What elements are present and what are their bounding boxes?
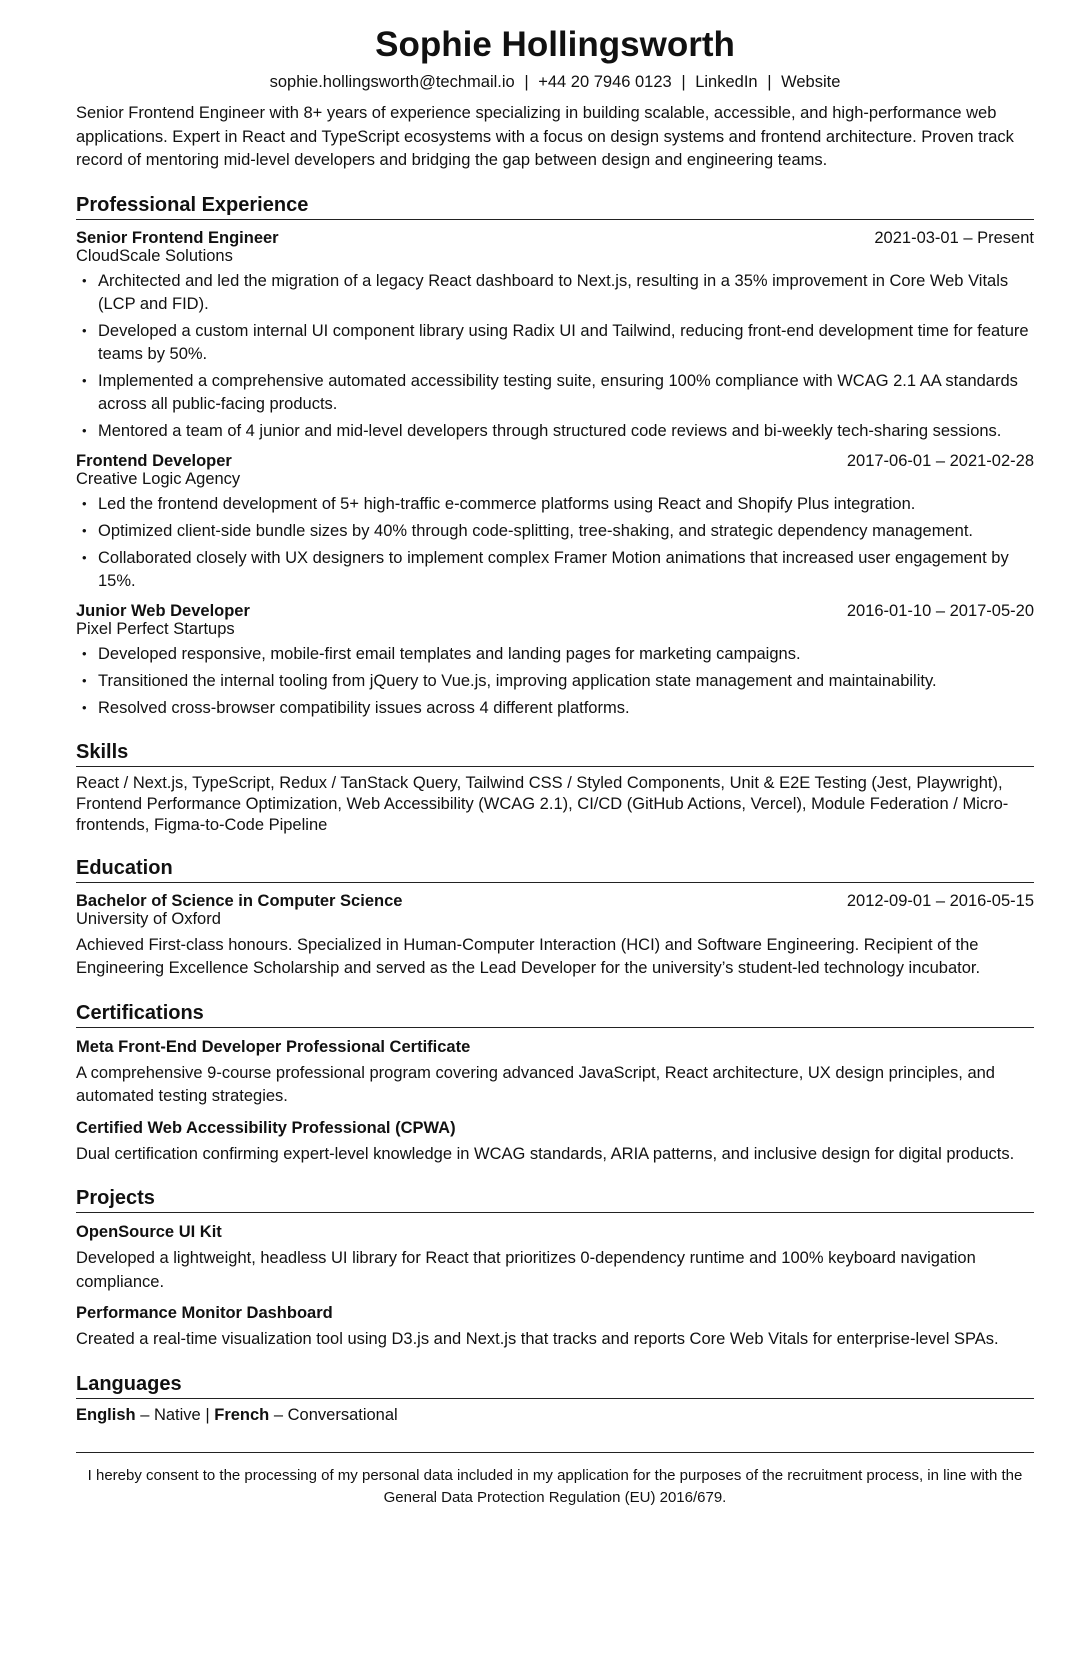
education-dates: 2012-09-01 – 2016-05-15: [846, 891, 1034, 910]
project-name: OpenSource UI Kit: [76, 1223, 222, 1241]
list-item: • Mentored a team of 4 junior and mid-level developers through structured code reviews and bi-weekly tech-sharing sessions.: [76, 420, 1034, 443]
list-item: • Architected and led the migration of a legacy React dashboard to Next.js, resulting in a 35% improvement in Core Web Vitals (LCP and FID).: [76, 270, 1034, 316]
phone-number[interactable]: +44 20 7946 0123: [538, 73, 672, 91]
certification-description: A comprehensive 9-course professional program covering advanced JavaScript, React architecture, UX design principles, and automated testing strategies.: [76, 1063, 995, 1105]
project-description: Developed a lightweight, headless UI library for React that prioritizes 0-dependency runtime and 100% keyboard navigation compliance.: [76, 1249, 976, 1291]
school: University of Oxford: [76, 909, 221, 928]
bullet-icon: •: [82, 522, 87, 538]
languages-section: [76, 1372, 1034, 1426]
bullet-icon: •: [82, 372, 87, 388]
list-item: • Led the frontend development of 5+ high-traffic e-commerce platforms using React and Shopify Plus integration.: [76, 493, 1034, 516]
bullet-icon: •: [82, 645, 87, 661]
job-entry: [76, 229, 1034, 443]
certification-description: Dual certification confirming expert-level knowledge in WCAG standards, ARIA patterns, and inclusive design for digital products.: [76, 1144, 1015, 1163]
bullet-icon: •: [82, 699, 87, 715]
list-item: • Developed responsive, mobile-first email templates and landing pages for marketing campaigns.: [76, 643, 1034, 666]
section-title: Languages: [76, 1372, 1034, 1399]
language-level: Native: [153, 1405, 201, 1424]
job-bullets: [76, 493, 1034, 593]
job-entry: [76, 452, 1034, 593]
job-role: Frontend Developer: [76, 451, 232, 470]
list-item: • Transitioned the internal tooling from jQuery to Vue.js, improving application state management and maintainability.: [76, 670, 1034, 693]
job-company: Creative Logic Agency: [76, 469, 241, 488]
gdpr-consent: I hereby consent to the processing of my personal data included in my application for the purposes of the recruitment process, in line with the General Data Protection Regulation (EU) 2016/679.: [76, 1452, 1034, 1509]
job-company: Pixel Perfect Startups: [76, 619, 235, 638]
section-title: Skills: [76, 740, 1034, 767]
bullet-icon: •: [82, 272, 87, 288]
experience-section: [76, 193, 1034, 720]
project-item: [76, 1303, 1034, 1352]
separator: |: [767, 73, 772, 91]
bullet-icon: •: [82, 672, 87, 688]
certifications-section: [76, 1001, 1034, 1167]
certification-item: [76, 1037, 1034, 1109]
education-section: [76, 856, 1034, 981]
website-link[interactable]: Website: [781, 73, 841, 91]
contact-line: [76, 71, 1034, 93]
dash: –: [140, 1405, 150, 1424]
education-entry: [76, 892, 1034, 981]
job-bullets: [76, 643, 1034, 720]
linkedin-link[interactable]: LinkedIn: [695, 73, 758, 91]
dash: –: [273, 1405, 284, 1424]
email-link[interactable]: sophie.hollingsworth@techmail.io: [269, 73, 515, 91]
certification-name: Meta Front-End Developer Professional Certificate: [76, 1037, 471, 1056]
language-name: English: [76, 1405, 136, 1424]
bullet-icon: •: [82, 422, 87, 438]
language-level: Conversational: [287, 1405, 398, 1424]
separator: |: [524, 73, 529, 91]
list-item: • Developed a custom internal UI component library using Radix UI and Tailwind, reducing front-end development time for feature teams by 50%.: [76, 320, 1034, 366]
job-dates: 2016-01-10 – 2017-05-20: [846, 601, 1034, 620]
project-description: Created a real-time visualization tool using D3.js and Next.js that tracks and reports Core Web Vitals for enterprise-level SPAs.: [76, 1330, 999, 1348]
separator: |: [681, 73, 686, 91]
education-description: Achieved First-class honours. Specialized in Human-Computer Interaction (HCI) and Software Engineering. Recipient of the Engineering Excellence Scholarship and served as the Lead Developer for the university’s student-led technology incubator.: [76, 935, 981, 977]
section-title: Projects: [76, 1186, 1034, 1213]
bullet-icon: •: [82, 322, 87, 338]
certification-name: Certified Web Accessibility Professional (CPWA): [76, 1118, 456, 1137]
bullet-icon: •: [82, 549, 87, 565]
job-bullets: [76, 270, 1034, 443]
section-title: Professional Experience: [76, 193, 1034, 220]
list-item: • Resolved cross-browser compatibility issues across 4 different platforms.: [76, 697, 1034, 720]
section-title: Education: [76, 856, 1034, 883]
bullet-icon: •: [82, 495, 87, 511]
projects-section: [76, 1186, 1034, 1352]
job-role: Senior Frontend Engineer: [76, 228, 279, 247]
list-item: • Optimized client-side bundle sizes by 40% through code-splitting, tree-shaking, and strategic dependency management.: [76, 520, 1034, 543]
skills-section: [76, 740, 1034, 836]
list-item: • Implemented a comprehensive automated accessibility testing suite, ensuring 100% compliance with WCAG 2.1 AA standards across all public-facing products.: [76, 370, 1034, 416]
project-name: Performance Monitor Dashboard: [76, 1304, 333, 1322]
skills-text: React / Next.js, TypeScript, Redux / TanStack Query, Tailwind CSS / Styled Components, Unit & E2E Testing (Jest, Playwright), Frontend Performance Optimization, Web Accessibility (WCAG 2.1), CI/CD (GitHub Actions, Vercel), Module Federation / Micro-frontends, Figma-to-Code Pipeline: [76, 773, 1009, 834]
summary: Senior Frontend Engineer with 8+ years of experience specializing in building scalable, accessible, and high-performance web applications. Expert in React and TypeScript ecosystems with a focus on design systems and frontend architecture. Proven track record of mentoring mid-level developers and bridging the gap between design and engineering teams.: [76, 104, 1014, 169]
candidate-name: Sophie Hollingsworth: [375, 25, 735, 64]
job-dates: 2021-03-01 – Present: [874, 228, 1034, 247]
certification-item: [76, 1118, 1034, 1167]
language-name: French: [214, 1405, 270, 1424]
list-item: • Collaborated closely with UX designers to implement complex Framer Motion animations that increased user engagement by 15%.: [76, 547, 1034, 593]
project-item: [76, 1222, 1034, 1294]
languages-line: [76, 1404, 1034, 1426]
section-title: Certifications: [76, 1001, 1034, 1028]
job-dates: 2017-06-01 – 2021-02-28: [846, 451, 1034, 470]
job-role: Junior Web Developer: [76, 601, 250, 620]
job-company: CloudScale Solutions: [76, 246, 233, 265]
degree: Bachelor of Science in Computer Science: [76, 891, 403, 910]
job-entry: [76, 602, 1034, 720]
resume-page: [76, 24, 1034, 1509]
separator: |: [205, 1405, 210, 1424]
